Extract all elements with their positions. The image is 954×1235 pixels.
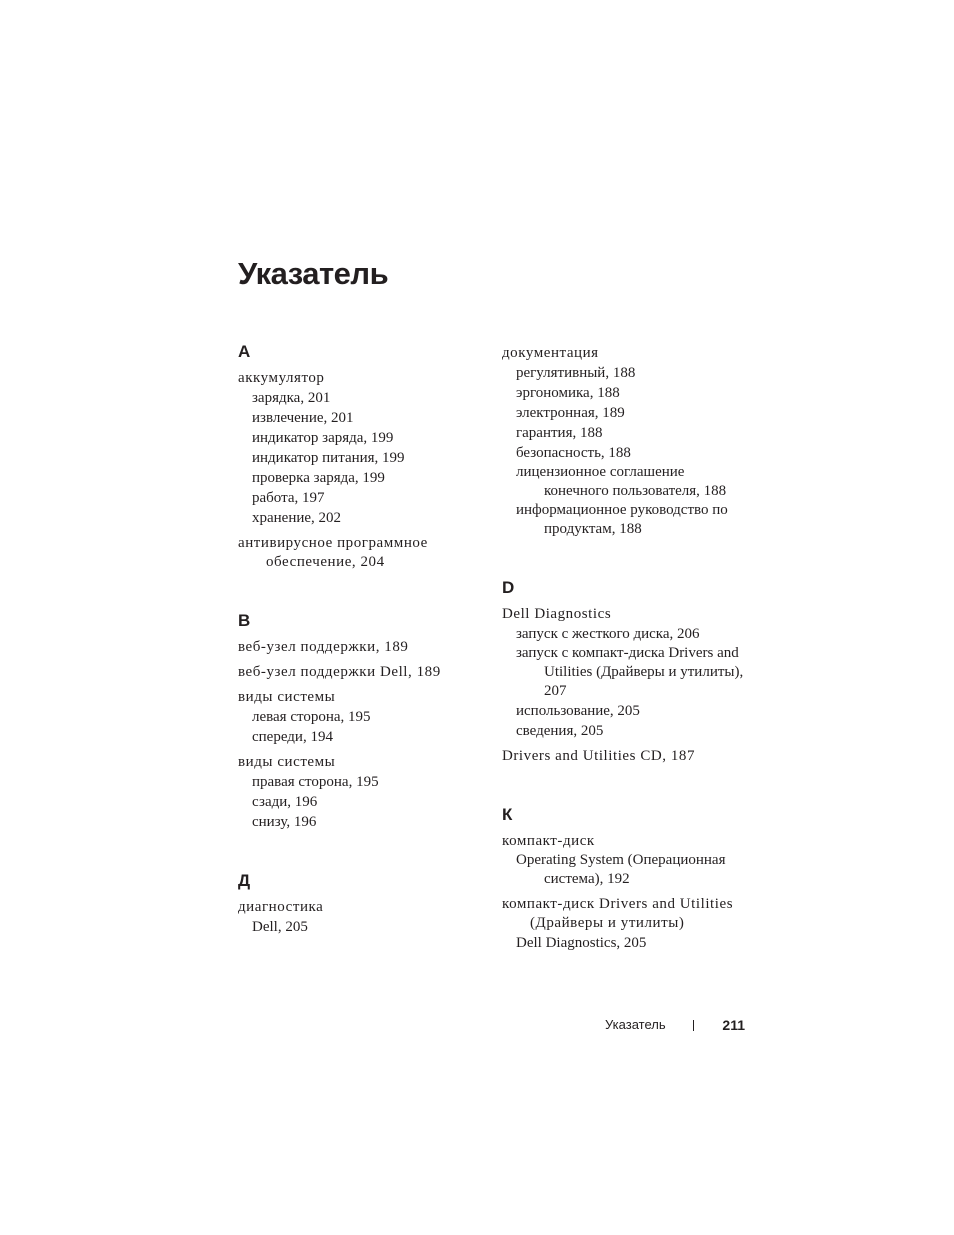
index-sub-term: Dell, 205 [252,919,308,935]
index-section-k [502,804,752,953]
index-main-term: компакт-диск Drivers and Utilities (Драйверы и утилиты) [502,896,734,931]
index-section-continued [502,344,752,539]
index-sub-term: электронная, 189 [516,405,625,421]
index-main-term: Dell Diagnostics [502,606,612,622]
index-sub-term: индикатор питания, 199 [252,450,405,466]
index-entry [238,753,488,832]
index-entry [502,747,752,766]
index-sub-term: использование, 205 [516,703,640,719]
index-sub-term: спереди, 194 [252,729,333,745]
index-entry [238,688,488,747]
index-main-term: веб-узел поддержки, 189 [238,639,409,655]
index-sub-term: работа, 197 [252,490,325,506]
index-sub-term: запуск с жесткого диска, 206 [516,626,700,642]
index-entry [502,344,752,539]
index-sub-term: извлечение, 201 [252,410,354,426]
index-section-v [238,610,488,832]
index-main-term: Drivers and Utilities CD, 187 [502,748,696,764]
index-main-term: документация [502,345,599,361]
index-main-term: виды системы [238,689,336,705]
index-sub-term: эргономика, 188 [516,385,620,401]
index-main-term: веб-узел поддержки Dell, 189 [238,664,441,680]
footer-separator [693,1020,694,1031]
index-section-a [238,341,488,572]
section-letter: А [238,342,251,361]
page-number: 211 [722,1017,745,1033]
index-main-term: антивирусное программное обеспечение, 204 [238,535,428,570]
index-main-term: компакт-диск [502,833,595,849]
index-entry [238,638,488,657]
index-sub-term: хранение, 202 [252,510,342,526]
index-sub-term: информационное руководство по продуктам, 188 [516,502,728,537]
index-sub-term: Operating System (Операционная система), 192 [516,852,726,887]
index-sub-term: сзади, 196 [252,794,318,810]
index-main-term: виды системы [238,754,336,770]
index-entry [502,605,752,741]
index-sub-term: безопасность, 188 [516,445,631,461]
index-sub-term: регулятивный, 188 [516,365,636,381]
footer-label: Указатель [605,1017,666,1032]
index-entry [238,898,488,937]
index-sub-term: левая сторона, 195 [252,709,371,725]
index-entry [238,534,488,572]
index-sub-term: проверка заряда, 199 [252,470,385,486]
index-entry [502,832,752,889]
section-letter: В [238,611,251,630]
index-main-term: диагностика [238,899,324,915]
index-sub-term: гарантия, 188 [516,425,603,441]
index-sub-term: сведения, 205 [516,723,604,739]
index-column-left [238,339,488,937]
index-entry [238,369,488,528]
section-letter: D [502,578,515,597]
section-letter: Д [238,871,251,890]
page-footer [600,1015,745,1035]
page-title: Указатель [238,256,389,291]
index-sub-term: зарядка, 201 [252,390,331,406]
index-column-right [502,339,752,953]
index-entry [502,895,752,953]
index-section-d-cyr [238,870,488,937]
index-sub-term: снизу, 196 [252,814,317,830]
index-sub-term: запуск с компакт-диска Drivers and Utilities (Драйверы и утилиты), 207 [516,645,744,699]
index-sub-term: лицензионное соглашение конечного пользователя, 188 [516,464,727,499]
section-letter: К [502,805,513,824]
index-main-term: аккумулятор [238,370,325,386]
index-section-d-lat [502,577,752,766]
index-sub-term: правая сторона, 195 [252,774,379,790]
index-sub-term: индикатор заряда, 199 [252,430,394,446]
index-sub-term: Dell Diagnostics, 205 [516,935,647,951]
index-entry [238,663,488,682]
